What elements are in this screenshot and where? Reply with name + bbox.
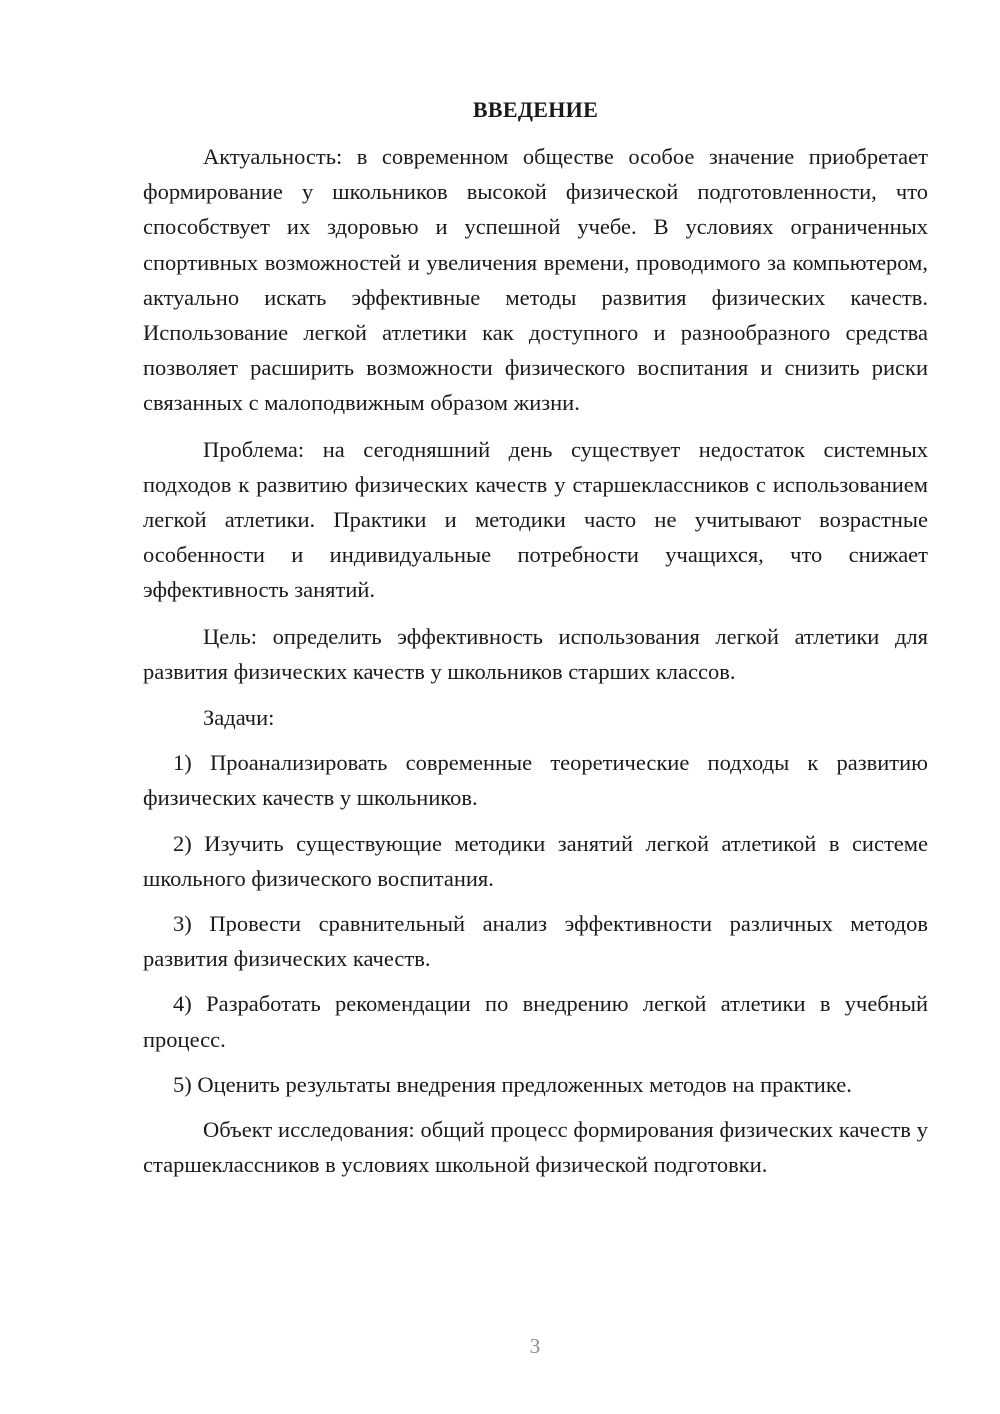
paragraph-goal: Цель: определить эффективность использования легкой атлетики для развития физических качеств у школьников старших классов. xyxy=(143,623,928,684)
paragraph-relevance: Актуальность: в современном обществе особое значение приобретает формирование у школьников высокой физической подготовленности, что способствует их здоровью и успешной учебе. В условиях ограниченных спортивных возможностей и увеличения времени, проводимого за компьютером, актуально искать эффективные методы развития физических качеств. Использование легкой атлетики как доступного и разнообразного средства позволяет расширить возможности физического воспитания и снизить риски связанных с малоподвижным образом жизни. xyxy=(143,144,928,416)
page-number: 3 xyxy=(529,1334,541,1358)
task-item: 1) Проанализировать современные теоретические подходы к развитию физических качеств у школьников. xyxy=(143,750,928,811)
task-item: 2) Изучить существующие методики занятий легкой атлетикой в системе школьного физического воспитания. xyxy=(143,830,928,891)
paragraph-problem: Проблема: на сегодняшний день существует недостаток системных подходов к развитию физических качеств у старшеклассников с использованием легкой атлетики. Практики и методики часто не учитывают возрастные особенности и индивидуальные потребности учащихся, что снижает эффективность занятий. xyxy=(143,436,928,603)
task-item: 3) Провести сравнительный анализ эффективности различных методов развития физических качеств. xyxy=(143,911,928,972)
tasks-label: Задачи: xyxy=(203,705,275,731)
tasks-list xyxy=(143,745,928,1102)
section-title: ВВЕДЕНИЕ xyxy=(472,97,599,122)
page-content xyxy=(143,92,928,1182)
paragraph-object: Объект исследования: общий процесс формирования физических качеств у старшеклассников в условиях школьной физической подготовки. xyxy=(143,1117,928,1178)
task-item: 5) Оценить результаты внедрения предложенных методов на практике. xyxy=(173,1071,852,1097)
task-item: 4) Разработать рекомендации по внедрению легкой атлетики в учебный процесс. xyxy=(143,991,928,1052)
